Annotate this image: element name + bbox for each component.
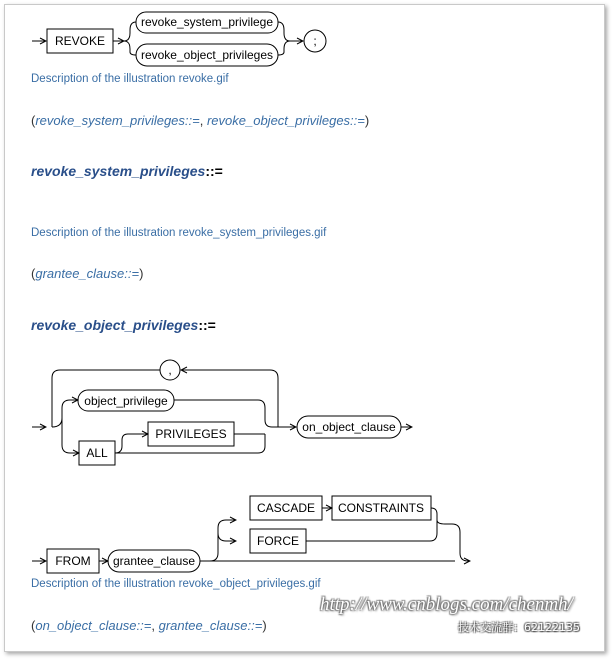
link-on-object-clause[interactable]: on_object_clause::= — [35, 618, 152, 633]
constraints-keyword: CONSTRAINTS — [337, 501, 425, 515]
revoke-keyword: REVOKE — [54, 34, 106, 48]
heading-suffix: ::= — [198, 317, 216, 333]
paren-sep: , — [151, 618, 159, 633]
heading-name: revoke_system_privileges — [31, 163, 206, 179]
desc-link-revoke-object-privileges[interactable]: Description of the illustration revoke_object_privileges.gif — [31, 578, 321, 590]
heading-revoke-system-privileges — [31, 163, 223, 179]
force-keyword: FORCE — [257, 534, 299, 548]
paren-close: ) — [139, 266, 144, 281]
heading-revoke-object-privileges — [31, 317, 216, 333]
object-privilege-node: object_privilege — [84, 394, 168, 408]
link-revoke-system-privileges[interactable]: revoke_system_privileges::= — [35, 113, 200, 128]
desc-link-revoke[interactable]: Description of the illustration revoke.gif — [31, 73, 229, 85]
link-grantee-clause[interactable]: grantee_clause::= — [35, 266, 140, 281]
object-privileges-diagram — [32, 360, 470, 573]
from-keyword: FROM — [55, 554, 91, 568]
paren-open: ( — [31, 266, 36, 281]
comma-node: , — [168, 363, 172, 377]
paren-open: ( — [31, 618, 36, 633]
link-revoke-object-privileges[interactable]: revoke_object_privileges::= — [206, 113, 365, 128]
semicolon-node: ; — [313, 34, 317, 48]
on-object-clause-node: on_object_clause — [302, 420, 396, 434]
paren-open: ( — [31, 113, 36, 128]
revoke-object-privileges-node: revoke_object_privileges — [140, 48, 274, 62]
paren-close: ) — [262, 618, 267, 633]
paren-links-1 — [31, 113, 369, 128]
paren-links-3 — [31, 618, 267, 633]
heading-name: revoke_object_privileges — [31, 317, 199, 333]
cascade-keyword: CASCADE — [256, 501, 316, 515]
heading-suffix: ::= — [205, 163, 223, 179]
watermark-group: 技术交流群：62122135 — [458, 621, 580, 634]
privileges-keyword: PRIVILEGES — [155, 427, 227, 441]
paren-links-2 — [31, 266, 143, 281]
paren-close: ) — [364, 113, 370, 128]
watermark-url: http://www.cnblogs.com/chenmh/ — [320, 594, 573, 615]
revoke-system-privilege-node: revoke_system_privilege — [140, 15, 274, 29]
grantee-clause-node: grantee_clause — [112, 554, 196, 568]
paren-sep: , — [199, 113, 207, 128]
desc-link-revoke-system-privileges[interactable]: Description of the illustration revoke_system_privileges.gif — [31, 227, 327, 239]
all-keyword: ALL — [86, 446, 108, 460]
link-grantee-clause-2[interactable]: grantee_clause::= — [158, 618, 263, 633]
